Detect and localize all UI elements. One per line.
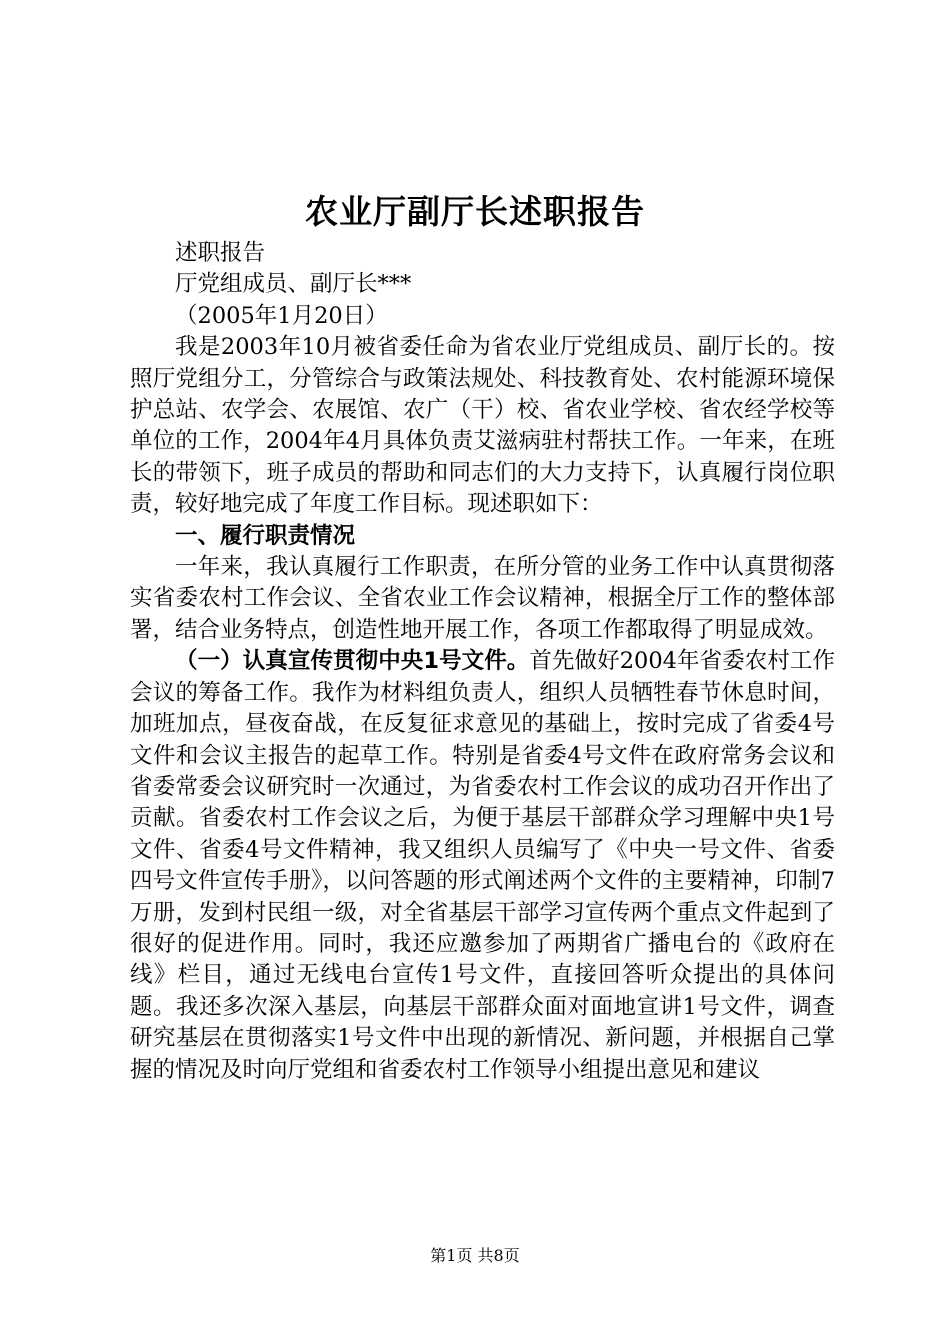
document-body <box>130 238 835 1086</box>
date-line: （2005年1月20日） <box>175 302 388 329</box>
section-heading: 一、履行职责情况 <box>175 522 356 549</box>
intro-paragraph: 我是2003年10月被省委任命为省农业厅党组成员、副厅长的。按照厅党组分工，分管综合与政策法规处、科技教育处、农村能源环境保护总站、农学会、农展馆、农广（干）校、省农业学校、省农经学校等单位的工作，2004年4月具体负责艾滋病驻村帮扶工作。一年来，在班长的带领下，班子成员的帮助和同志们的大力支持下，认真履行岗位职责，较好地完成了年度工作目标。现述职如下： <box>130 334 835 518</box>
section-intro-paragraph: 一年来，我认真履行工作职责，在所分管的业务工作中认真贯彻落实省委农村工作会议、全省农业工作会议精神，根据全厅工作的整体部署，结合业务特点，创造性地开展工作，各项工作都取得了明显成效。 <box>130 554 835 643</box>
page-footer: 第1页 共8页 <box>430 1246 520 1265</box>
item-paragraph <box>130 646 835 1086</box>
item-lead: （一）认真宣传贯彻中央1号文件。 <box>175 648 530 675</box>
report-type-line: 述职报告 <box>175 240 266 266</box>
document-title: 农业厅副厅长述职报告 <box>305 192 645 231</box>
item-text: 首先做好2004年省委农村工作会议的筹备工作。我作为材料组负责人，组织人员牺牲春节休息时间，加班加点，昼夜奋战，在反复征求意见的基础上，按时完成了省委4号文件和会议主报告的起草工作。特别是省委4号文件在政府常务会议和省委常委会议研究时一次通过，为省委农村工作会议的成功召开作出了贡献。省委农村工作会议之后，为便于基层干部群众学习理解中央1号文件、省委4号文件精神，我又组织人员编写了《中央一号文件、省委四号文件宣传手册》，以问答题的形式阐述两个文件的主要精神，印制7万册，发到村民组一级，对全省基层干部学习宣传两个重点文件起到了很好的促进作用。同时，我还应邀参加了两期省广播电台的《政府在线》栏目，通过无线电台宣传1号文件，直接回答听众提出的具体问题。我还多次深入基层，向基层干部群众面对面地宣讲1号文件，调查研究基层在贯彻落实1号文件中出现的新情况、新问题，并根据自己掌握的情况及时向厅党组和省委农村工作领导小组提出意见和建议 <box>130 648 835 1083</box>
author-line: 厅党组成员、副厅长*** <box>175 271 412 298</box>
